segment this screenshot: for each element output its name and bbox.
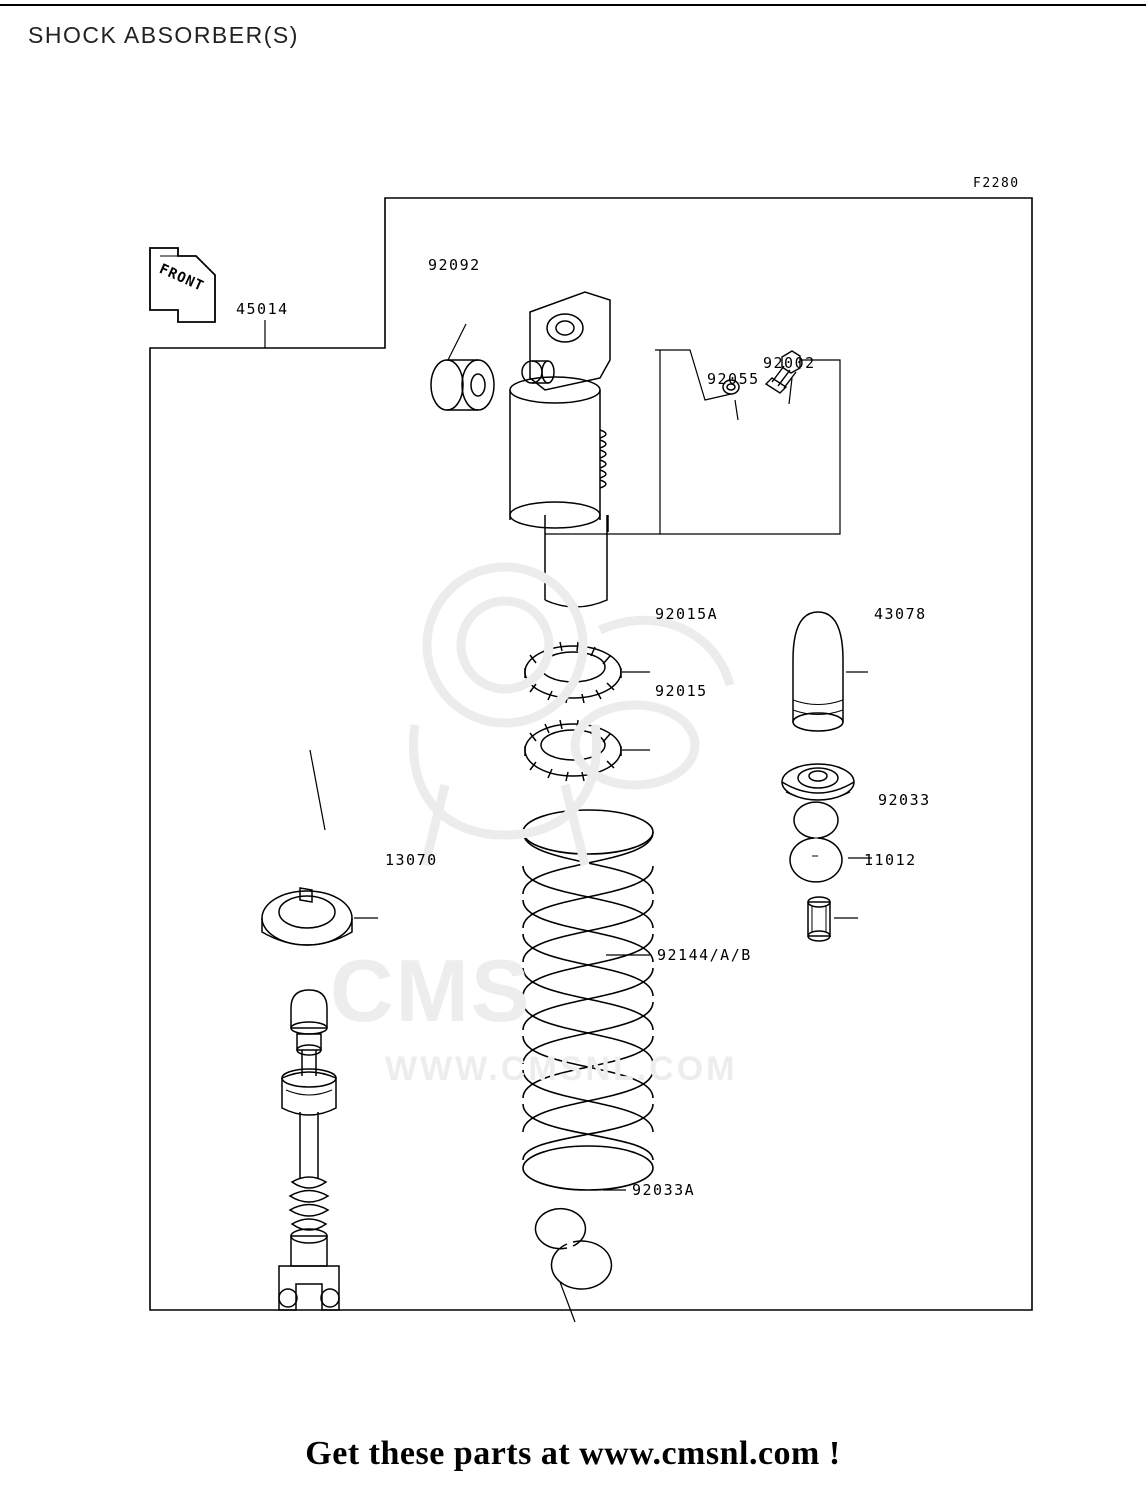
figure-code: F2280: [973, 176, 1020, 191]
footer-promo: Get these parts at www.cmsnl.com !: [305, 1435, 841, 1472]
callout-92015A[interactable]: 92015A: [655, 605, 719, 623]
callout-43078[interactable]: 43078: [874, 605, 927, 623]
callout-92092[interactable]: 92092: [428, 256, 481, 274]
page-title: SHOCK ABSORBER(S): [28, 22, 299, 48]
header-divider: [0, 4, 1146, 6]
callout-92055[interactable]: 92055: [707, 370, 760, 388]
callout-13070[interactable]: 13070: [385, 851, 438, 869]
callout-92015[interactable]: 92015: [655, 682, 708, 700]
parts-diagram: [0, 60, 1146, 1420]
watermark-url: WWW.CMSNL.COM: [385, 1050, 738, 1088]
watermark-brand: CMS: [330, 941, 532, 1040]
callout-92033A[interactable]: 92033A: [632, 1181, 696, 1199]
callout-11012[interactable]: 11012: [864, 851, 917, 869]
callout-92002[interactable]: 92002: [763, 354, 816, 372]
callout-45014[interactable]: 45014: [236, 300, 289, 318]
front-marker-label: FRONT: [156, 261, 207, 295]
callout-92033[interactable]: 92033: [878, 791, 931, 809]
callout-92144[interactable]: 92144/A/B: [657, 946, 752, 964]
